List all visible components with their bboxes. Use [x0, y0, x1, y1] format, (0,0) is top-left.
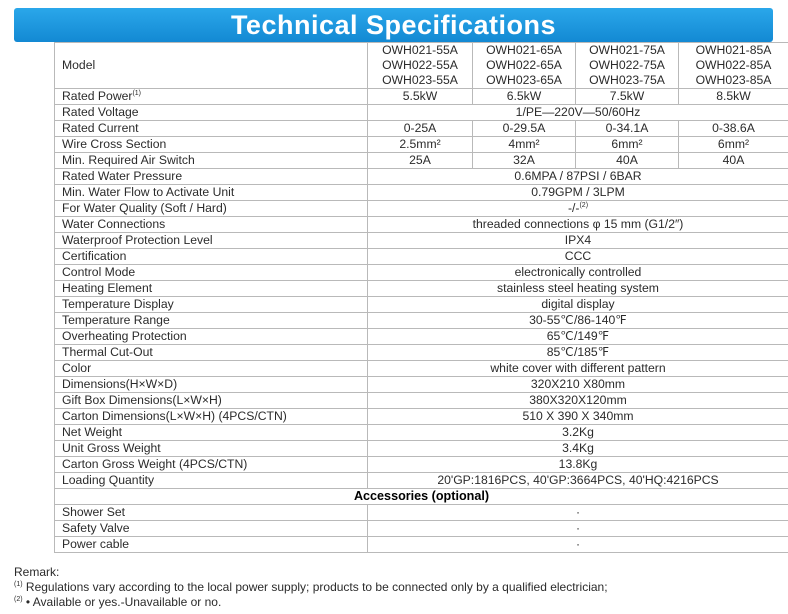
spec-label: Unit Gross Weight — [55, 441, 368, 457]
accessories-title: Accessories (optional) — [55, 489, 788, 505]
spec-row — [55, 377, 788, 393]
spec-row — [55, 361, 788, 377]
spec-row — [55, 281, 788, 297]
spec-value: 40A — [679, 153, 788, 169]
spec-value: 510 X 390 X 340mm — [368, 409, 788, 425]
spec-value: 5.5kW — [368, 89, 473, 105]
spec-row — [55, 425, 788, 441]
air-switch-row — [55, 153, 788, 169]
spec-row — [55, 441, 788, 457]
spec-row — [55, 473, 788, 489]
spec-value: 85℃/185℉ — [368, 345, 788, 361]
spec-value: 0.79GPM / 3LPM — [368, 185, 788, 201]
spec-value: stainless steel heating system — [368, 281, 788, 297]
spec-label: Dimensions(H×W×D) — [55, 377, 368, 393]
spec-row — [55, 297, 788, 313]
spec-label: Carton Dimensions(L×W×H) (4PCS/CTN) — [55, 409, 368, 425]
spec-label: Heating Element — [55, 281, 368, 297]
spec-value: 4mm² — [473, 137, 576, 153]
spec-label: Rated Water Pressure — [55, 169, 368, 185]
model-cell: OWH021-75A OWH022-75A OWH023-75A — [576, 43, 679, 89]
wire-cross-section-row — [55, 137, 788, 153]
accessory-row — [55, 521, 788, 537]
spec-row — [55, 313, 788, 329]
spec-value: 1/PE—220V—50/60Hz — [368, 105, 788, 121]
spec-value: 6.5kW — [473, 89, 576, 105]
spec-row — [55, 169, 788, 185]
spec-value: 3.2Kg — [368, 425, 788, 441]
remark-note: $^{(1)}$ Regulations vary according to the local power supply; products to be connected only by a qualified electrician; — [14, 580, 608, 594]
spec-label: Rated Voltage — [55, 105, 368, 121]
spec-label: Min. Water Flow to Activate Unit — [55, 185, 368, 201]
spec-value: 20'GP:1816PCS, 40'GP:3664PCS, 40'HQ:4216PCS — [368, 473, 788, 489]
spec-label: Gift Box Dimensions(L×W×H) — [55, 393, 368, 409]
spec-value: -/-$^{(2)}$ — [368, 201, 788, 217]
spec-label: Waterproof Protection Level — [55, 233, 368, 249]
spec-row — [55, 345, 788, 361]
accessory-label: Shower Set — [55, 505, 368, 521]
accessory-availability: · — [368, 505, 788, 521]
spec-value: CCC — [368, 249, 788, 265]
spec-value: 40A — [576, 153, 679, 169]
spec-label: Model — [55, 43, 368, 89]
spec-label: Min. Required Air Switch — [55, 153, 368, 169]
model-cell: OWH021-55A OWH022-55A OWH023-55A — [368, 43, 473, 89]
spec-value: 7.5kW — [576, 89, 679, 105]
spec-row — [55, 233, 788, 249]
spec-value: 3.4Kg — [368, 441, 788, 457]
rated-current-row — [55, 121, 788, 137]
spec-value: 380X320X120mm — [368, 393, 788, 409]
spec-label: Color — [55, 361, 368, 377]
accessory-label: Power cable — [55, 537, 368, 553]
spec-label: Control Mode — [55, 265, 368, 281]
accessory-availability: · — [368, 537, 788, 553]
spec-label: Temperature Range — [55, 313, 368, 329]
spec-value: IPX4 — [368, 233, 788, 249]
spec-table — [54, 42, 788, 553]
rated-power-row — [55, 89, 788, 105]
spec-row — [55, 265, 788, 281]
spec-value: 0-29.5A — [473, 121, 576, 137]
spec-label: Certification — [55, 249, 368, 265]
spec-value: 0.6MPA / 87PSI / 6BAR — [368, 169, 788, 185]
spec-value: electronically controlled — [368, 265, 788, 281]
spec-row — [55, 217, 788, 233]
spec-value: 8.5kW — [679, 89, 788, 105]
spec-value: 6mm² — [576, 137, 679, 153]
spec-row — [55, 329, 788, 345]
spec-value: 25A — [368, 153, 473, 169]
spec-value: threaded connections φ 15 mm (G1/2″) — [368, 217, 788, 233]
spec-label: For Water Quality (Soft / Hard) — [55, 201, 368, 217]
spec-row — [55, 457, 788, 473]
spec-value: 0-34.1A — [576, 121, 679, 137]
remark-title: Remark: — [14, 565, 60, 579]
spec-label: Carton Gross Weight (4PCS/CTN) — [55, 457, 368, 473]
spec-label: Temperature Display — [55, 297, 368, 313]
rated-voltage-row — [55, 105, 788, 121]
spec-value: 0-25A — [368, 121, 473, 137]
spec-row — [55, 249, 788, 265]
accessory-label: Safety Valve — [55, 521, 368, 537]
remark-note: $^{(2)}$ • Available or yes.-Unavailable or no. — [14, 595, 222, 609]
spec-value: 30-55℃/86-140℉ — [368, 313, 788, 329]
spec-value: 2.5mm² — [368, 137, 473, 153]
model-cell: OWH021-85A OWH022-85A OWH023-85A — [679, 43, 788, 89]
model-cell: OWH021-65A OWH022-65A OWH023-65A — [473, 43, 576, 89]
remark-section — [14, 565, 608, 610]
spec-value: digital display — [368, 297, 788, 313]
spec-row — [55, 393, 788, 409]
spec-label: Net Weight — [55, 425, 368, 441]
spec-value: 32A — [473, 153, 576, 169]
spec-value: white cover with different pattern — [368, 361, 788, 377]
title-banner — [14, 8, 773, 42]
spec-value: 6mm² — [679, 137, 788, 153]
accessory-row — [55, 537, 788, 553]
accessories-header-row — [55, 489, 788, 505]
spec-row — [55, 185, 788, 201]
spec-label: Loading Quantity — [55, 473, 368, 489]
accessory-availability: · — [368, 521, 788, 537]
spec-label: Overheating Protection — [55, 329, 368, 345]
spec-label: Wire Cross Section — [55, 137, 368, 153]
page-title: Technical Specifications — [230, 9, 557, 40]
spec-row — [55, 409, 788, 425]
spec-row — [55, 201, 788, 217]
spec-value: 0-38.6A — [679, 121, 788, 137]
spec-value: 65℃/149℉ — [368, 329, 788, 345]
spec-label: Water Connections — [55, 217, 368, 233]
accessory-row — [55, 505, 788, 521]
spec-value: 13.8Kg — [368, 457, 788, 473]
spec-label: Rated Power$^{(1)}$ — [55, 89, 368, 105]
spec-value: 320X210 X80mm — [368, 377, 788, 393]
spec-label: Rated Current — [55, 121, 368, 137]
model-row — [55, 43, 788, 89]
spec-label: Thermal Cut-Out — [55, 345, 368, 361]
